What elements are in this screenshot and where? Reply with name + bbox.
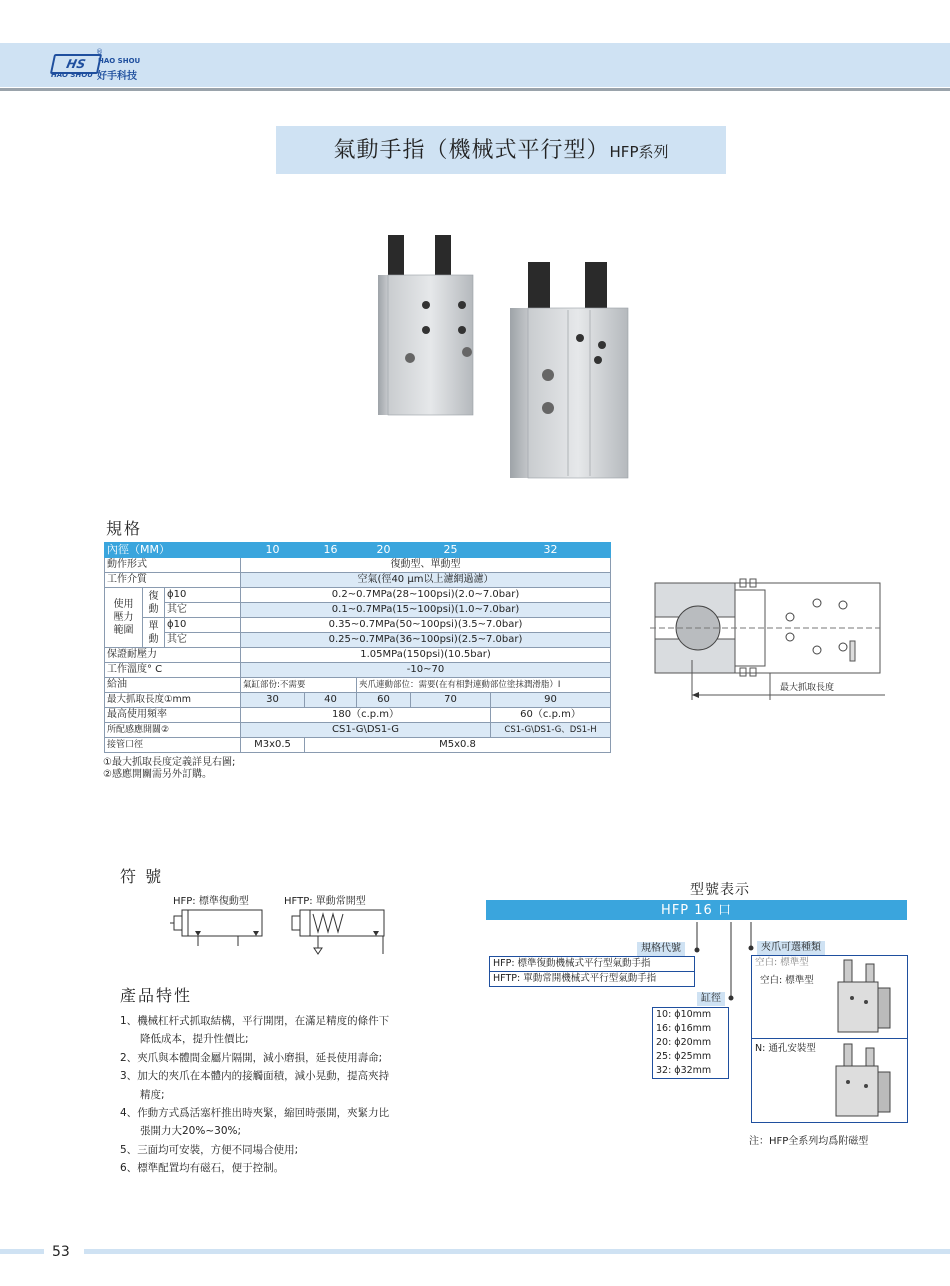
pneumatic-symbols <box>168 906 398 958</box>
jaw-tag: 夾爪可選種類 <box>757 941 825 955</box>
registered-mark: ® <box>96 48 103 56</box>
model-note: 注：HFP全系列均爲附磁型 <box>749 1136 869 1147</box>
double-acting-label: 復動 <box>143 588 165 618</box>
table-row <box>105 693 611 708</box>
item-continuation: 精度; <box>140 1088 165 1101</box>
hftp-symbol-label: HFTP: 單動常開型 <box>284 896 366 907</box>
table-row <box>105 678 611 693</box>
action-value: 復動型、單動型 <box>241 558 611 573</box>
item-text: 加大的夾爪在本體内的接觸面積，減小晃動，提高夾持 <box>137 1070 390 1083</box>
spec-heading: 規格 <box>106 519 143 538</box>
item-number: 2、 <box>120 1051 138 1064</box>
double-other-value: 0.1~0.7MPa(15~100psi)(1.0~7.0bar) <box>241 603 611 618</box>
note-2: ②感應開關需另外訂購。 <box>103 769 212 780</box>
table-row <box>105 723 611 738</box>
table-row <box>105 738 611 753</box>
bore-20: 20 <box>357 543 411 558</box>
header-band <box>0 43 950 87</box>
jaw-box <box>751 955 908 1123</box>
spec-table <box>104 542 611 753</box>
oil-cylinder: 氣缸部份:不需要 <box>241 678 357 693</box>
stroke-10: 30 <box>241 693 305 708</box>
table-row <box>105 588 611 603</box>
stroke-label: 最大抓取長度①mm <box>105 693 241 708</box>
table-row <box>105 663 611 678</box>
header-rule <box>0 88 950 91</box>
oil-jaw: 夾爪連動部位：需要(在有相對連動部位塗抹潤滑脂）I <box>357 678 611 693</box>
freq-value-a: 180（c.p.m） <box>241 708 491 723</box>
bore-option: 25: ϕ25mm <box>656 1051 712 1062</box>
brand-name-en: HAO SHOU <box>98 57 141 65</box>
title-series: HFP系列 <box>609 143 669 161</box>
bore-header-label: 內徑（MM） <box>105 543 241 558</box>
table-row <box>105 603 611 618</box>
spec-code-box <box>489 956 695 987</box>
item-text: 標準配置均有磁石，便于控制。 <box>137 1162 285 1175</box>
item-continuation: 降低成本，提升性價比; <box>140 1033 249 1046</box>
single-acting-label: 單動 <box>143 618 165 648</box>
jaw-blank-faded: 空白: 標準型 <box>755 957 809 968</box>
model-heading: 型號表示 <box>690 882 750 898</box>
brand-logo: HS <box>50 54 102 74</box>
max-grip-label: 最大抓取長度 <box>780 683 835 693</box>
page-title <box>276 126 726 174</box>
list-item <box>120 1159 440 1177</box>
table-row <box>105 618 611 633</box>
features-list <box>120 1012 440 1178</box>
medium-value: 空氣(徑40 μm以上濾網過濾） <box>241 573 611 588</box>
item-text: 三面均可安裝，方便不同場合使用; <box>137 1143 299 1156</box>
stroke-20: 60 <box>357 693 411 708</box>
stroke-25: 70 <box>411 693 491 708</box>
port-value-a: M3x0.5 <box>241 738 305 753</box>
table-row <box>105 708 611 723</box>
table-row <box>105 558 611 573</box>
spec-code-tag: 規格代號 <box>637 942 685 956</box>
sensor-value-a: CS1-G\DS1-G <box>241 723 491 738</box>
bore-tag: 缸徑 <box>697 992 725 1006</box>
list-item <box>120 1104 440 1122</box>
phi10-label: ϕ10 <box>165 618 241 633</box>
other-label: 其它 <box>165 603 241 618</box>
jaw-standard-image <box>832 958 902 1036</box>
single-phi10-value: 0.35~0.7MPa(50~100psi)(3.5~7.0bar) <box>241 618 611 633</box>
double-phi10-value: 0.2~0.7MPa(28~100psi)(2.0~7.0bar) <box>241 588 611 603</box>
stroke-16: 40 <box>305 693 357 708</box>
item-text: 作動方式爲活塞杆推出時夾緊，縮回時張開，夾緊力比 <box>137 1107 390 1120</box>
symbols-heading: 符 號 <box>120 867 164 886</box>
stroke-diagram <box>650 575 890 705</box>
list-item <box>120 1012 440 1030</box>
temp-label: 工作溫度° C <box>105 663 241 678</box>
list-item <box>120 1141 440 1159</box>
jaw-divider <box>752 1038 907 1039</box>
bore-option: 16: ϕ16mm <box>656 1023 712 1034</box>
sensor-value-b: CS1-G\DS1-G、DS1-H <box>491 723 611 738</box>
freq-label: 最高使用頻率 <box>105 708 241 723</box>
title-main: 氣動手指（機械式平行型） <box>333 138 610 163</box>
bore-option: 10: ϕ10mm <box>656 1009 712 1020</box>
bore-box <box>652 1007 729 1079</box>
item-number: 1、 <box>120 1015 138 1027</box>
proof-label: 保證耐壓力 <box>105 648 241 663</box>
item-number: 4、 <box>120 1107 138 1120</box>
jaw-through-hole: N: 通孔安裝型 <box>755 1043 816 1054</box>
port-label: 接管口徑 <box>105 738 241 753</box>
stroke-32: 90 <box>491 693 611 708</box>
item-text: 機械杠杆式抓取結構，平行開閉，在滿足精度的條件下 <box>137 1015 390 1027</box>
list-item <box>120 1067 440 1085</box>
brand-name-en-small: HAO SHOU <box>51 71 93 79</box>
product-photo <box>370 230 635 485</box>
jaw-through-hole-image <box>830 1042 902 1120</box>
item-text: 夾爪與本體間金屬片隔開，減小磨損，延長使用壽命; <box>137 1051 383 1064</box>
port-value-b: M5x0.8 <box>305 738 611 753</box>
footer-band-left <box>0 1249 44 1254</box>
single-other-value: 0.25~0.7MPa(36~100psi)(2.5~7.0bar) <box>241 633 611 648</box>
freq-value-b: 60（c.p.m） <box>491 708 611 723</box>
features-heading: 產品特性 <box>120 986 193 1005</box>
pressure-group-label: 使用壓力範圍 <box>105 588 143 648</box>
brand-name-cn: 好手科技 <box>97 71 137 82</box>
spec-header-row <box>105 543 611 558</box>
spec-code-hfp: HFP: 標準復動機械式平行型氣動手指 <box>490 957 694 972</box>
list-item <box>120 1049 440 1067</box>
bore-option: 32: ϕ32mm <box>656 1065 712 1076</box>
bore-16: 16 <box>305 543 357 558</box>
note-1: ①最大抓取長度定義詳見右圖; <box>103 757 236 768</box>
page-number: 53 <box>52 1244 70 1260</box>
item-number: 3、 <box>120 1070 138 1083</box>
item-continuation: 張開力大20%~30%; <box>140 1125 242 1138</box>
model-code: HFP 16 口 <box>661 903 732 918</box>
oil-label: 給油 <box>105 678 241 693</box>
table-row <box>105 573 611 588</box>
item-number: 6、 <box>120 1162 138 1175</box>
phi10-label: ϕ10 <box>165 588 241 603</box>
bore-32: 32 <box>491 543 611 558</box>
table-row <box>105 648 611 663</box>
bore-25: 25 <box>411 543 491 558</box>
sensor-label: 所配感應開關② <box>105 723 241 738</box>
spec-notes <box>103 757 235 781</box>
medium-label: 工作介質 <box>105 573 241 588</box>
proof-value: 1.05MPa(150psi)(10.5bar) <box>241 648 611 663</box>
bore-10: 10 <box>241 543 305 558</box>
table-row <box>105 633 611 648</box>
action-label: 動作形式 <box>105 558 241 573</box>
other-label: 其它 <box>165 633 241 648</box>
spec-code-hftp: HFTP: 單動常開機械式平行型氣動手指 <box>493 973 657 984</box>
jaw-blank: 空白: 標準型 <box>760 975 814 986</box>
footer-band <box>84 1249 950 1254</box>
hfp-symbol-label: HFP: 標準復動型 <box>173 896 249 907</box>
temp-value: -10~70 <box>241 663 611 678</box>
bore-option: 20: ϕ20mm <box>656 1037 712 1048</box>
item-number: 5、 <box>120 1143 138 1156</box>
